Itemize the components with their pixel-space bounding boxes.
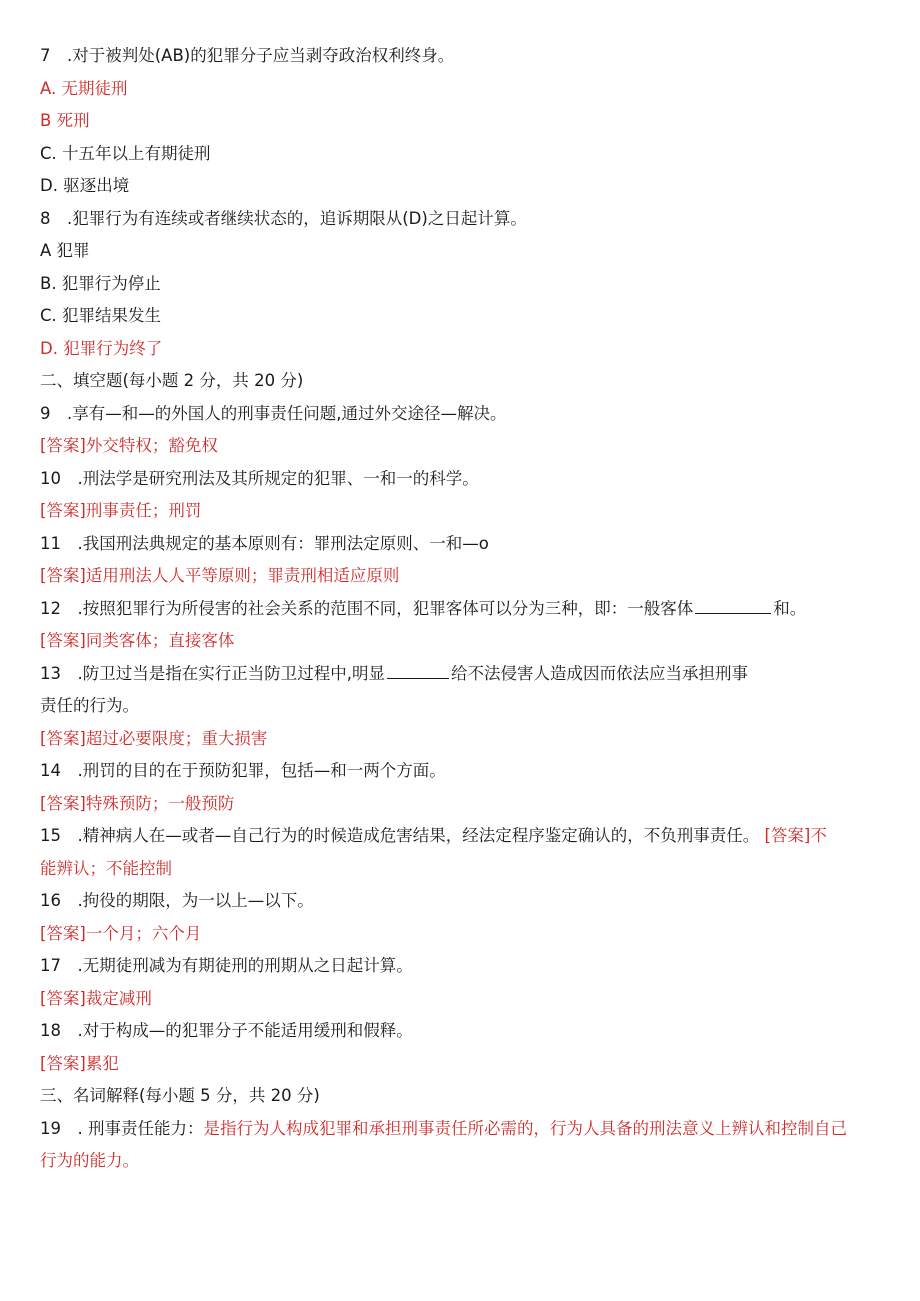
q19-definition-continued: 行为的能力。	[40, 1151, 139, 1170]
q18-stem: 18 .对于构成—的犯罪分子不能适用缓刑和假释。	[40, 1021, 413, 1040]
q8-option-a: A 犯罪	[40, 241, 90, 260]
q12-stem	[40, 597, 880, 621]
q7-option-a: A. 无期徒刑	[40, 79, 128, 98]
q13-stem-tail: 给不法侵害人造成因而依法应当承担刑事	[451, 664, 748, 683]
q7-stem: 7 .对于被判处(AB)的犯罪分子应当剥夺政治权利终身。	[40, 46, 455, 65]
q8-option-c: C. 犯罪结果发生	[40, 306, 162, 325]
q8-option-b: B. 犯罪行为停止	[40, 274, 161, 293]
q7-option-d: D. 驱逐出境	[40, 176, 130, 195]
q9-answer: [答案]外交特权；豁免权	[40, 436, 218, 455]
q7-option-c: C. 十五年以上有期徒刑	[40, 144, 211, 163]
q14-answer: [答案]特殊预防；一般预防	[40, 794, 235, 813]
q8-stem: 8 .犯罪行为有连续或者继续状态的，追诉期限从(D)之日起计算。	[40, 209, 527, 228]
q16-stem: 16 .拘役的期限，为一以上—以下。	[40, 891, 314, 910]
q12-stem-text: 12 .按照犯罪行为所侵害的社会关系的范围不同，犯罪客体可以分为三种，即：一般客体	[40, 599, 694, 618]
q19-definition: 是指行为人构成犯罪和承担刑事责任所必需的，行为人具备的刑法意义上辨认和控制自己	[203, 1119, 847, 1138]
q9-stem: 9 .享有—和—的外国人的刑事责任问题,通过外交途径—解决。	[40, 404, 507, 423]
q15-stem-text: 15 .精神病人在—或者—自己行为的时候造成危害结果，经法定程序鉴定确认的，不负刑事责任。	[40, 826, 760, 845]
q12-blank	[695, 599, 771, 614]
q19-stem	[40, 1117, 880, 1141]
q15-answer-continued: 能辨认；不能控制	[40, 859, 172, 878]
q17-stem: 17 .无期徒刑减为有期徒刑的刑期从之日起计算。	[40, 956, 413, 975]
q11-stem: 11 .我国刑法典规定的基本原则有：罪刑法定原则、一和—o	[40, 534, 489, 553]
q12-answer: [答案]同类客体；直接客体	[40, 631, 235, 650]
q8-option-d: D. 犯罪行为终了	[40, 339, 163, 358]
q10-stem: 10 .刑法学是研究刑法及其所规定的犯罪、一和一的科学。	[40, 469, 479, 488]
q19-term: 19 . 刑事责任能力：	[40, 1119, 204, 1138]
q13-stem	[40, 662, 880, 686]
q10-answer: [答案]刑事责任；刑罚	[40, 501, 202, 520]
q11-answer: [答案]适用刑法人人平等原则；罪责刑相适应原则	[40, 566, 400, 585]
section2-title: 二、填空题(每小题 2 分，共 20 分)	[40, 371, 304, 390]
q7-option-b: B 死刑	[40, 111, 90, 130]
q15-stem	[40, 824, 880, 848]
q17-answer: [答案]裁定减刑	[40, 989, 152, 1008]
q13-stem-text: 13 .防卫过当是指在实行正当防卫过程中,明显	[40, 664, 385, 683]
q15-answer: [答案]不	[764, 826, 827, 845]
q13-blank	[387, 664, 449, 679]
section3-title: 三、名词解释(每小题 5 分，共 20 分)	[40, 1086, 320, 1105]
q18-answer: [答案]累犯	[40, 1054, 119, 1073]
q14-stem: 14 .刑罚的目的在于预防犯罪，包括—和一两个方面。	[40, 761, 446, 780]
q13-answer: [答案]超过必要限度；重大损害	[40, 729, 268, 748]
q12-stem-tail: 和。	[773, 599, 807, 618]
q13-stem-continued: 责任的行为。	[40, 696, 139, 715]
q16-answer: [答案]一个月；六个月	[40, 924, 202, 943]
